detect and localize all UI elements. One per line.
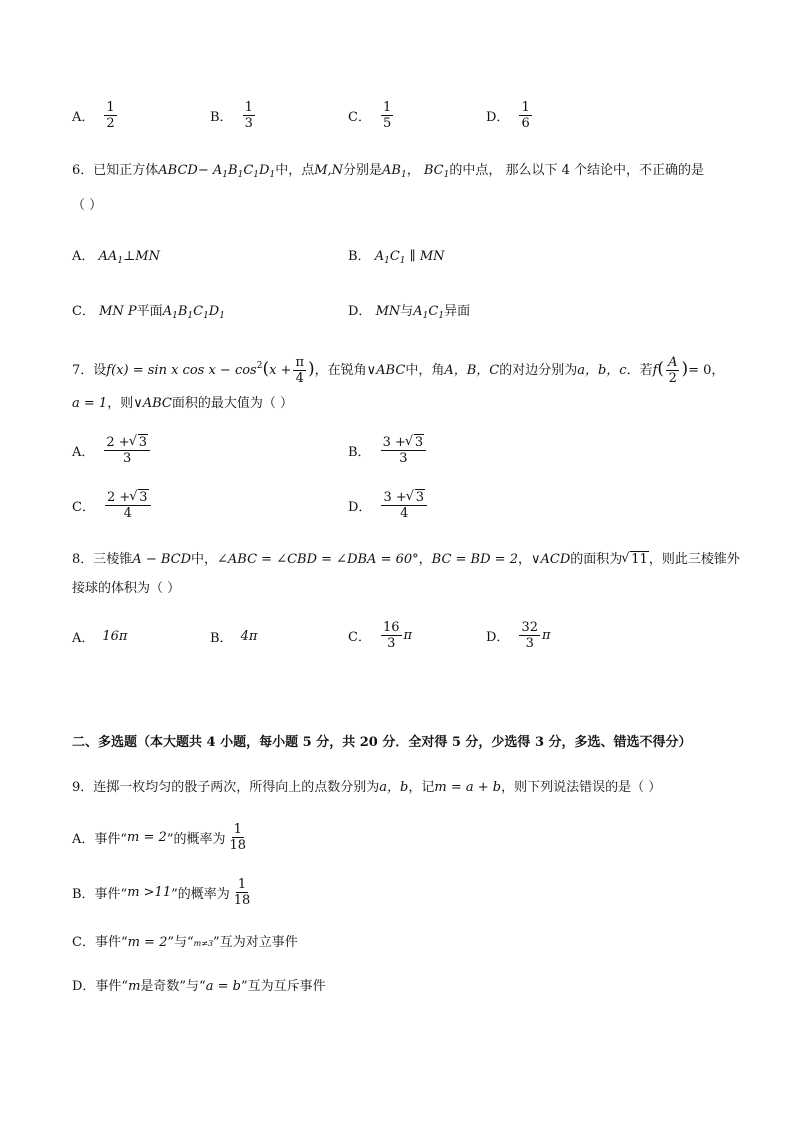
section-heading: 二、多选题（本大题共 4 小题，每小题 5 分，共 20 分．全对得 5 分，少选得 3 分，多选、错选不得分） (72, 735, 692, 750)
q6-option-c: C． MN P平面$A_1B_1C_1D_1$ (72, 304, 225, 321)
q6-paren: （ ） (72, 198, 103, 213)
q8-option-c: C． $\frac{16}{3}$ π (348, 620, 413, 651)
q8-option-a: A． 16π (72, 629, 128, 646)
option-label: C． (348, 110, 371, 125)
q7-option-a: A． $\frac{2 +√ 3}{3}$ (72, 435, 152, 466)
fraction: $\frac{2 +√ 3}{3}$ (104, 435, 150, 466)
q6-stem: 6．已知正方体ABCD− $A_1B_1C_1D_1$中，点M,N分别是$AB_1$， $BC_1$的中点， 那么以下 4 个结论中，不正确的是 (72, 163, 705, 180)
fraction: $\frac{32}{3}$ (521, 620, 538, 651)
q8-stem-line2: 接球的体积为（ ） (72, 581, 181, 596)
option-label: B． (210, 110, 233, 125)
fraction: $\frac{1}{3}$ (244, 100, 253, 131)
q6-option-a: A． $AA_1\perp MN$ (72, 249, 160, 266)
fraction: $\frac{3 +√ 3}{4}$ (381, 490, 427, 521)
q7-option-d: D． $\frac{3 +√ 3}{4}$ (348, 490, 429, 521)
fraction: $\frac{A}{2}$ (668, 355, 678, 386)
fraction: $\frac{2 +√ 3}{4}$ (105, 490, 151, 521)
q5-option-b (210, 100, 257, 131)
fraction: $\frac{3 +√ 3}{3}$ (381, 435, 427, 466)
q7-stem-line2: a = 1，则∨ABC面积的最大值为（ ） (72, 396, 293, 411)
q9-stem: 9．连掷一枚均匀的骰子两次，所得向上的点数分别为a，b，记m = a + b，则下列说法错误的是（ ） (72, 780, 662, 795)
q8-option-d: D． $\frac{32}{3}$ π (486, 620, 551, 651)
fraction: $\frac{1}{5}$ (382, 100, 392, 131)
fraction: $\frac{\pi}{4}$ (295, 355, 304, 386)
triangle-symbol: ∨ (366, 363, 377, 378)
fraction: $\frac{16}{3}$ (382, 620, 400, 651)
triangle-symbol: ∨ (530, 552, 541, 567)
q5-option-a (72, 100, 119, 131)
option-label: A． (72, 110, 95, 125)
q9-option-a: A．事件“ m = 2 ”的概率为 $\frac{1}{18}$ (72, 822, 247, 853)
q5-option-d (486, 100, 534, 131)
option-label: D． (486, 110, 510, 125)
fraction: $\frac{1}{6}$ (521, 100, 530, 131)
q6-option-d: D． MN与$A_1C_1$异面 (348, 304, 471, 321)
q8-stem: 8．三棱锥A − BCD中，∠ABC = ∠CBD = ∠DBA = 60°，BC = BD = 2，∨ACD的面积为√ 11，则此三棱锥外 (72, 551, 740, 569)
q7-stem: 7．设f(x) = sin x $\cos x - \cos^2(x$ + $\frac{\pi}{4}$ )，在锐角∨ABC中，角A，B，C的对边分别为a，b，c．若f( $\frac{A}{2}$ )= 0， (72, 355, 725, 386)
q5-option-c (348, 100, 395, 131)
q9-option-b: B．事件“ m >11 ”的概率为 $\frac{1}{18}$ (72, 877, 251, 908)
fraction: $\frac{1}{2}$ (106, 100, 115, 131)
q9-option-d: D．事件“m是奇数”与“a = b”互为互斥事件 (72, 979, 326, 994)
q6-option-b: B． $A_1C_1$ ∥ MN (348, 249, 445, 266)
q7-option-b: B． $\frac{3 +√ 3}{3}$ (348, 435, 428, 466)
fraction: $\frac{1}{18}$ (233, 877, 251, 908)
q7-option-c: C． $\frac{2 +√ 3}{4}$ (72, 490, 153, 521)
q8-option-b: B． 4π (210, 629, 258, 646)
q9-option-c: C．事件“m = 2”与“m≠3”互为对立事件 (72, 935, 298, 950)
triangle-symbol: ∨ (133, 396, 143, 411)
fraction: $\frac{1}{18}$ (229, 822, 247, 853)
